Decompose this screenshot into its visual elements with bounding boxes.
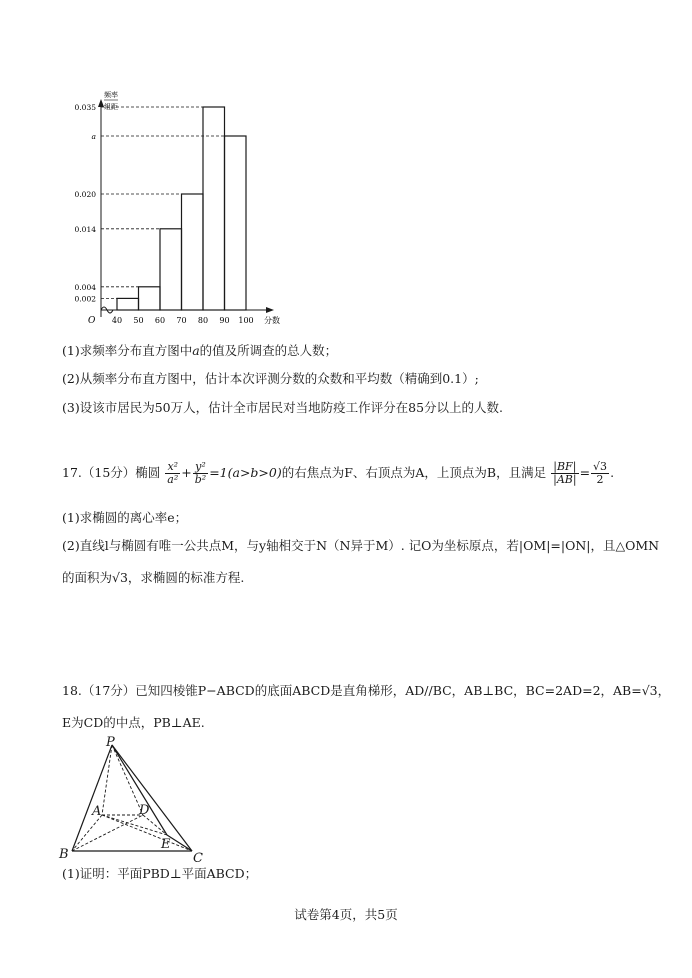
- label-P: P: [106, 735, 115, 750]
- x-tick-label: 80: [197, 316, 209, 325]
- y-tick-label: 0.002: [74, 294, 96, 304]
- x-tick-label: 50: [133, 316, 144, 325]
- label-A: A: [92, 804, 102, 819]
- label-B: B: [59, 847, 69, 862]
- q17-part2: (2)直线l与椭圆有唯一公共点M，与y轴相交于N（N异于M）. 记O为坐标原点，若|OM|=|ON|，且△OMN: [62, 538, 660, 553]
- edge-AB: [72, 815, 102, 851]
- x-tick-label: 70: [176, 316, 187, 325]
- x-tick-label: 100: [238, 316, 254, 325]
- q17-part1: (1)求椭圆的离心率e；: [62, 510, 188, 525]
- x-axis-arrow: [266, 307, 274, 313]
- edge-DE: [143, 815, 167, 835]
- q18-statement-line1: 18.（17分）已知四棱锥P−ABCD的底面ABCD是直角梯形，AD//BC，AB⊥BC，BC=2AD=2，AB=√3，: [62, 683, 671, 698]
- q17-statement: 17.（15分）椭圆 $\frac{\text{x²}}{\text{a²}}$ + $\frac{\text{y²}}{\text{b²}}$ =1(a>b>0)的右焦点为F、右顶点为A，上顶点为B，且满足 $\frac{|BF|}{|AB|}$ = $\frac{√3}{2}$ .: [62, 460, 615, 486]
- q16-part3: (3)设该市居民为50万人，估计全市居民对当地防疫工作评分在85分以上的人数.: [62, 400, 503, 415]
- edge-PA: [102, 745, 112, 815]
- q18-part1: (1)证明：平面PBD⊥平面ABCD；: [62, 866, 258, 881]
- histogram-bar: [160, 229, 182, 310]
- pyramid-figure: [55, 735, 215, 865]
- histogram-bar: [117, 298, 139, 310]
- histogram-bar: [203, 107, 225, 310]
- y-axis-label-bottom: 组距: [104, 103, 118, 111]
- label-D: D: [139, 803, 150, 818]
- y-tick-label: 0.035: [74, 103, 96, 112]
- q17-part3: 的面积为√3，求椭圆的标准方程.: [62, 570, 245, 585]
- histogram-bar: [225, 136, 247, 310]
- q18-statement-line2: E为CD的中点，PB⊥AE.: [62, 715, 205, 730]
- edge-PE: [112, 745, 167, 835]
- label-C: C: [193, 851, 203, 865]
- histogram-bar: [139, 287, 161, 310]
- x-tick-label: 90: [219, 316, 230, 325]
- histogram-bar: [182, 194, 204, 310]
- x-tick-label: 40: [111, 316, 123, 325]
- x-tick-label: 60: [154, 316, 166, 325]
- y-tick-label: 0.004: [74, 282, 96, 292]
- q16-part2: (2)从频率分布直方图中，估计本次评测分数的众数和平均数（精确到0.1）;: [62, 371, 479, 386]
- x-axis-label: 分数: [264, 316, 280, 325]
- page-footer: 试卷第4页，共5页: [294, 907, 398, 922]
- edge-PB: [72, 745, 112, 851]
- y-tick-label: 0.014: [74, 224, 96, 234]
- edge-PC: [112, 745, 192, 851]
- y-tick-label: a: [91, 132, 96, 141]
- label-E: E: [161, 837, 171, 852]
- edge-EC: [167, 835, 192, 851]
- edge-BD: [72, 815, 143, 851]
- y-axis-label-top: 频率: [104, 91, 118, 99]
- origin-label: O: [88, 316, 96, 326]
- frequency-histogram: [60, 85, 300, 330]
- q16-part1: (1)求频率分布直方图中a的值及所调查的总人数；: [62, 343, 338, 358]
- y-tick-label: 0.020: [74, 190, 96, 199]
